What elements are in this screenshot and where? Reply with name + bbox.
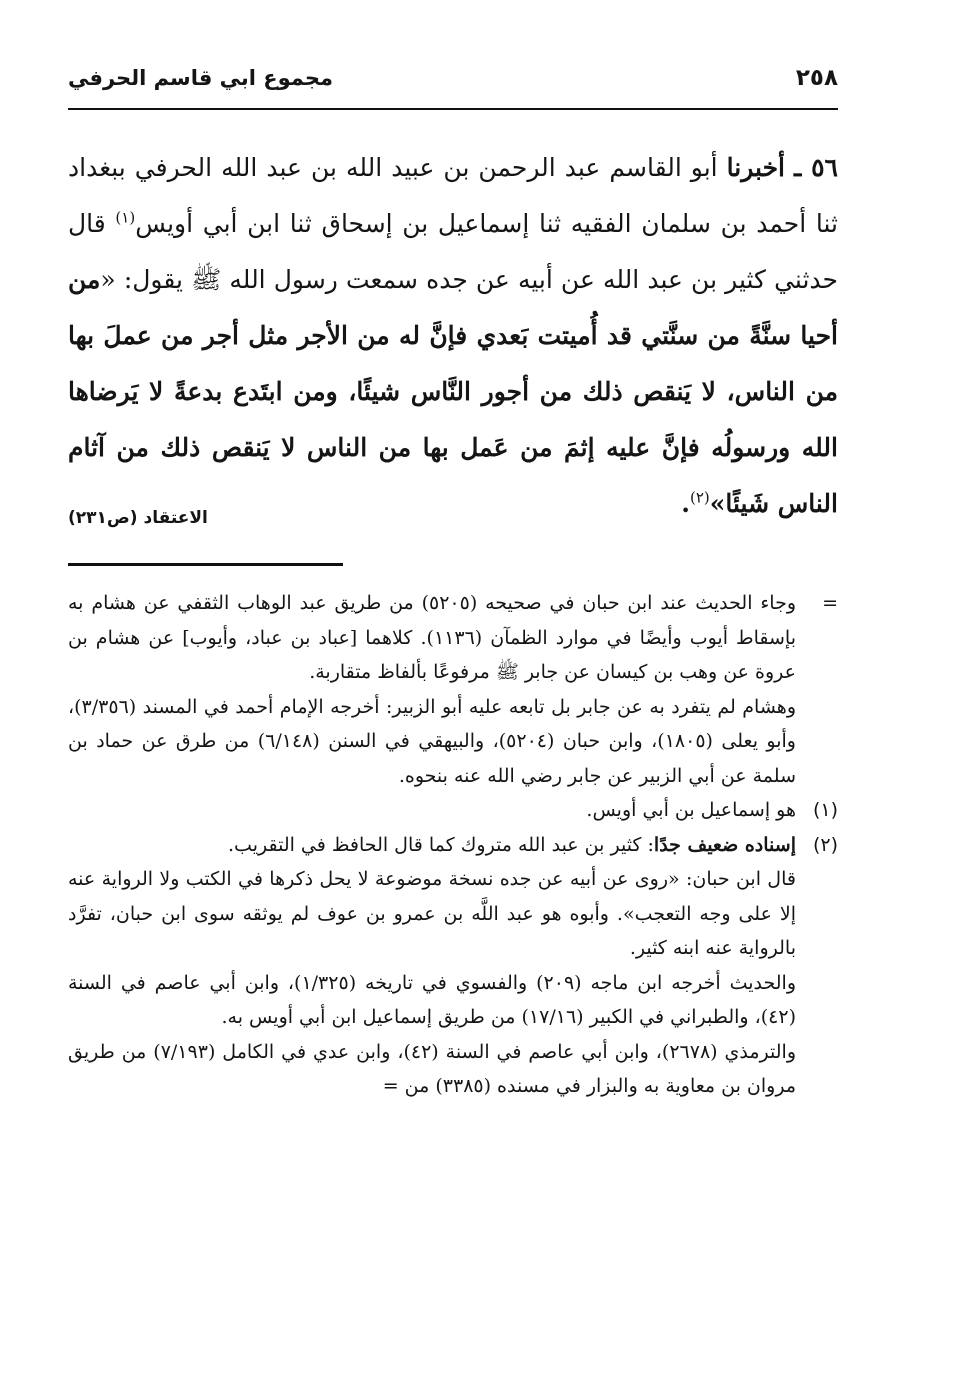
footnote-2-line-1 — [68, 828, 796, 863]
running-title: مجموع ابي قاسم الحرفي — [68, 66, 334, 90]
hadith-number: ٥٦ ـ — [794, 153, 838, 182]
header-rule — [68, 108, 838, 110]
isnad-part-1: أبو القاسم عبد الرحمن بن عبيد الله بن عبد الله الحرفي ببغداد ثنا أحمد بن سلمان الفقيه ثنا إسماعيل بن إسحاق ثنا ابن أبي أويس — [68, 153, 838, 238]
closing-quote: » — [709, 489, 726, 518]
continuation-paragraph-1: وجاء الحديث عند ابن حبان في صحيحه (٥٢٠٥) من طريق عبد الوهاب الثقفي عن هشام به بإسقاط أيوب وأيضًا في موارد الظمآن (١١٣٦). كلاهما [عباد بن عباد، وأيوب] عن هشام بن عروة عن وهب بن كيسان عن جابر ﷺ مرفوعًا بألفاظ متقاربة. — [68, 592, 797, 683]
page-header — [68, 62, 838, 102]
footnote-2-verdict: إسناده ضعيف جدًا — [653, 833, 796, 856]
footnote-2-body — [68, 828, 796, 863]
continuation-body — [68, 586, 796, 690]
footnote-1-body — [68, 793, 796, 828]
footnote-separator — [68, 563, 343, 566]
footnote-1 — [68, 793, 838, 828]
footnote-2-continuation — [68, 862, 838, 1104]
intro-word: أخبرنا — [726, 153, 785, 182]
hadith-text — [68, 140, 838, 532]
footnote-1-marker: (١) — [812, 799, 838, 821]
end-period: . — [681, 489, 690, 518]
continuation-paragraph-2-wrap — [68, 690, 838, 794]
footnote-2-paragraph-3: والحديث أخرجه ابن ماجه (٢٠٩) والفسوي في تاريخه (١/٣٢٥)، وابن أبي عاصم في السنة (٤٢)، والطبراني في الكبير (١٧/١٦) من طريق إسماعيل ابن أبي أويس به. — [68, 971, 796, 1028]
hadith-matn: من أحيا سنَّةً من سنَّتي قد أُميتت بَعدي فإنَّ له من الأجر مثل أجر من عملَ بها من الناس، لا يَنقص ذلك من أجور النَّاس شيئًا، ومن ابتَدع بدعةً لا يَرضاها الله ورسولُه فإنَّ عليه إثمَ من عَمل بها من الناس لا يَنقص ذلك من آثام الناس شَيئًا — [68, 265, 838, 518]
footnote-2-text: : كثير بن عبد الله متروك كما قال الحافظ في التقريب. — [228, 833, 654, 856]
footnote-2-paragraph-4: والترمذي (٢٦٧٨)، وابن أبي عاصم في السنة (٤٢)، وابن عدي في الكامل (٧/١٩٣) من طريق مروان بن معاوية به والبزار في مسنده (٣٣٨٥) من = — [68, 1040, 796, 1097]
footnote-2-paragraph-2: قال ابن حبان: «روى عن أبيه عن جده نسخة موضوعة لا يحل ذكرها في الكتب ولا الرواية عنه إلا على وجه التعجب». وأبوه هو عبد اللَّه بن عمرو بن عوف لم يوثقه سوى ابن حبان، تفرَّد بالرواية عنه ابنه كثير. — [68, 868, 796, 959]
footnote-1-text: هو إسماعيل بن أبي أويس. — [586, 799, 796, 821]
footnotes — [68, 586, 838, 1104]
isnad-part-2: قال حدثني كثير بن عبد الله عن أبيه عن جده سمعت رسول الله ﷺ يقول: « — [68, 209, 838, 294]
footnote-2-marker: (٢) — [812, 833, 838, 856]
footnote-ref-2: (٢) — [689, 488, 710, 507]
continuation-marker: = — [822, 592, 838, 614]
source-reference: الاعتقاد (ص٢٣١) — [68, 508, 208, 528]
continuation-paragraph-2: وهشام لم يتفرد به عن جابر بل تابعه عليه أبو الزبير: أخرجه الإمام أحمد في المسند (٣/٣٥٦)، وأبو يعلى (١٨٠٥)، وابن حبان (٥٢٠٤)، والبيهقي في السنن (٦/١٤٨) من طرق عن حماد بن سلمة عن أبي الزبير عن جابر رضي الله عنه بنحوه. — [68, 695, 796, 787]
footnote-ref-1: (١) — [115, 208, 136, 227]
page-number: ٢٥٨ — [795, 65, 838, 91]
footnote-2 — [68, 828, 838, 863]
footnote-continuation — [68, 586, 838, 690]
